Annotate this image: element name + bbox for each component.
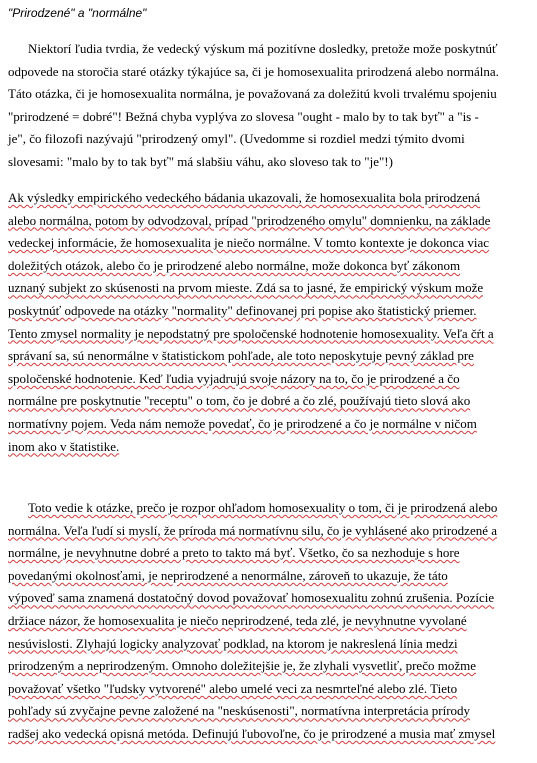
text-line: nesúvislosti. Zlyhajú logicky analyzovať podklad, na ktorom je nakreslená línia medzi — [8, 635, 458, 651]
text-line: vedeckej informácie, že homosexualita je niečo normálne. V tomto kontexte je dokonca viac — [8, 235, 490, 251]
text-line: radšej ako vedecká opisná metóda. Definujú ľubovoľne, čo je prirodzené a musia mať zmysel — [8, 725, 496, 741]
text-line: doležitých otázok, alebo čo je prirodzené alebo normálne, može dokonca byť zákonom — [8, 257, 461, 273]
text-line: Toto vedie k otázke, prečo je rozpor ohľadom homosexuality o tom, či je prirodzená alebo — [28, 500, 498, 515]
text-line: prirodzeným a neprirodzeným. Omnoho doležitejšie je, že zlyhali vysvetliť, prečo možme — [8, 658, 476, 674]
text-line: odpovede na storočia staré otázky týkajúce sa, či je homosexualita prirodzená alebo normálna. — [8, 63, 499, 79]
text-line: Tento zmysel normality je nepodstatný pre spoločenské hodnotenie homosexuality. Veľa čŕt a — [8, 325, 494, 341]
text-line: poskytnúť odpovede na otázky "normality" definovanej pri popise ako štatistický priemer. — [8, 302, 477, 318]
document-title: "Prirodzené" a "normálne" — [8, 6, 147, 20]
text-line: Ak výsledky empirického vedeckého bádania ukazovali, že homosexualita bola prirodzená — [8, 190, 481, 205]
text-line: normálna. Veľa ľudí si myslí, že príroda má normatívnu silu, čo je vyhlásené ako prirodzené a — [8, 522, 498, 538]
text-line: normálne pre poskytnutie "receptu" o tom, čo je dobré a čo zlé, používajú tieto slová ako — [8, 393, 471, 409]
text-line: normatívny pojem. Veda nám nemože povedať, čo je prirodzené a čo je normálne v ničom — [8, 415, 477, 431]
text-line: pohľady sú zvyčajne pevne založené na "neskúsenosti", normatívna interpretácia prírody — [8, 703, 471, 719]
text-line: držiace názor, že homosexualita je niečo neprirodzené, teda zlé, je nevyhnutne vyvolané — [8, 612, 467, 628]
text-line: inom ako v štatistike. — [8, 438, 120, 454]
text-line: povedanými okolnosťami, je neprirodzené a nenormálne, zároveň to ukazuje, že táto — [8, 567, 448, 583]
text-line: slovesami: "malo by to tak byť" má slabšiu váhu, ako sloveso tak to "je"!) — [8, 153, 393, 169]
paragraph-1 — [8, 38, 530, 174]
text-line: spoločenské hodnotenie. Keď ľudia vyjadrujú svoje názory na to, čo je prirodzené a čo — [8, 370, 460, 386]
text-line: normálne, je nevyhnutne dobré a preto to takto má byť. Všetko, čo sa nezhoduje s hore — [8, 545, 460, 561]
text-line: Niektorí ľudia tvrdia, že vedecký výskum má pozitívne dosledky, pretože može poskytnúť — [28, 41, 498, 56]
text-line: alebo normálna, potom by odvodzoval, prípad "prirodzeného omylu" domnienku, na základe — [8, 212, 491, 228]
paragraph-3 — [8, 497, 530, 746]
text-line: Táto otázka, či je homosexualita normálna, je považovaná za doležitú kvoli trvalému spojeniu — [8, 86, 497, 102]
text-line: správaní sa, sú nenormálne v štatistickom pohľade, ale toto neposkytuje pevný základ pre — [8, 348, 474, 364]
text-line: výpoveď sama znamená dostatočný dovod považovať homosexualitu zohnú zrušenia. Pozície — [8, 590, 495, 606]
text-line: "prirodzené = dobré"! Bežná chyba vyplýva zo slovesa "ought - malo by to tak byť" a "is - — [8, 108, 479, 124]
paragraph-2 — [8, 187, 530, 458]
text-line: považovať všetko "ľudsky vytvorené" alebo umelé veci za nesmrteľné alebo zlé. Tieto — [8, 680, 458, 696]
text-line: je", čo filozofi nazývajú "prirodzený omyl". (Uvedomme si rozdiel medzi týmito dvomi — [8, 131, 465, 147]
text-line: uznaný subjekt zo skúsenosti na prvom mieste. Zdá sa to jasné, že empirický výskum može — [8, 280, 484, 296]
